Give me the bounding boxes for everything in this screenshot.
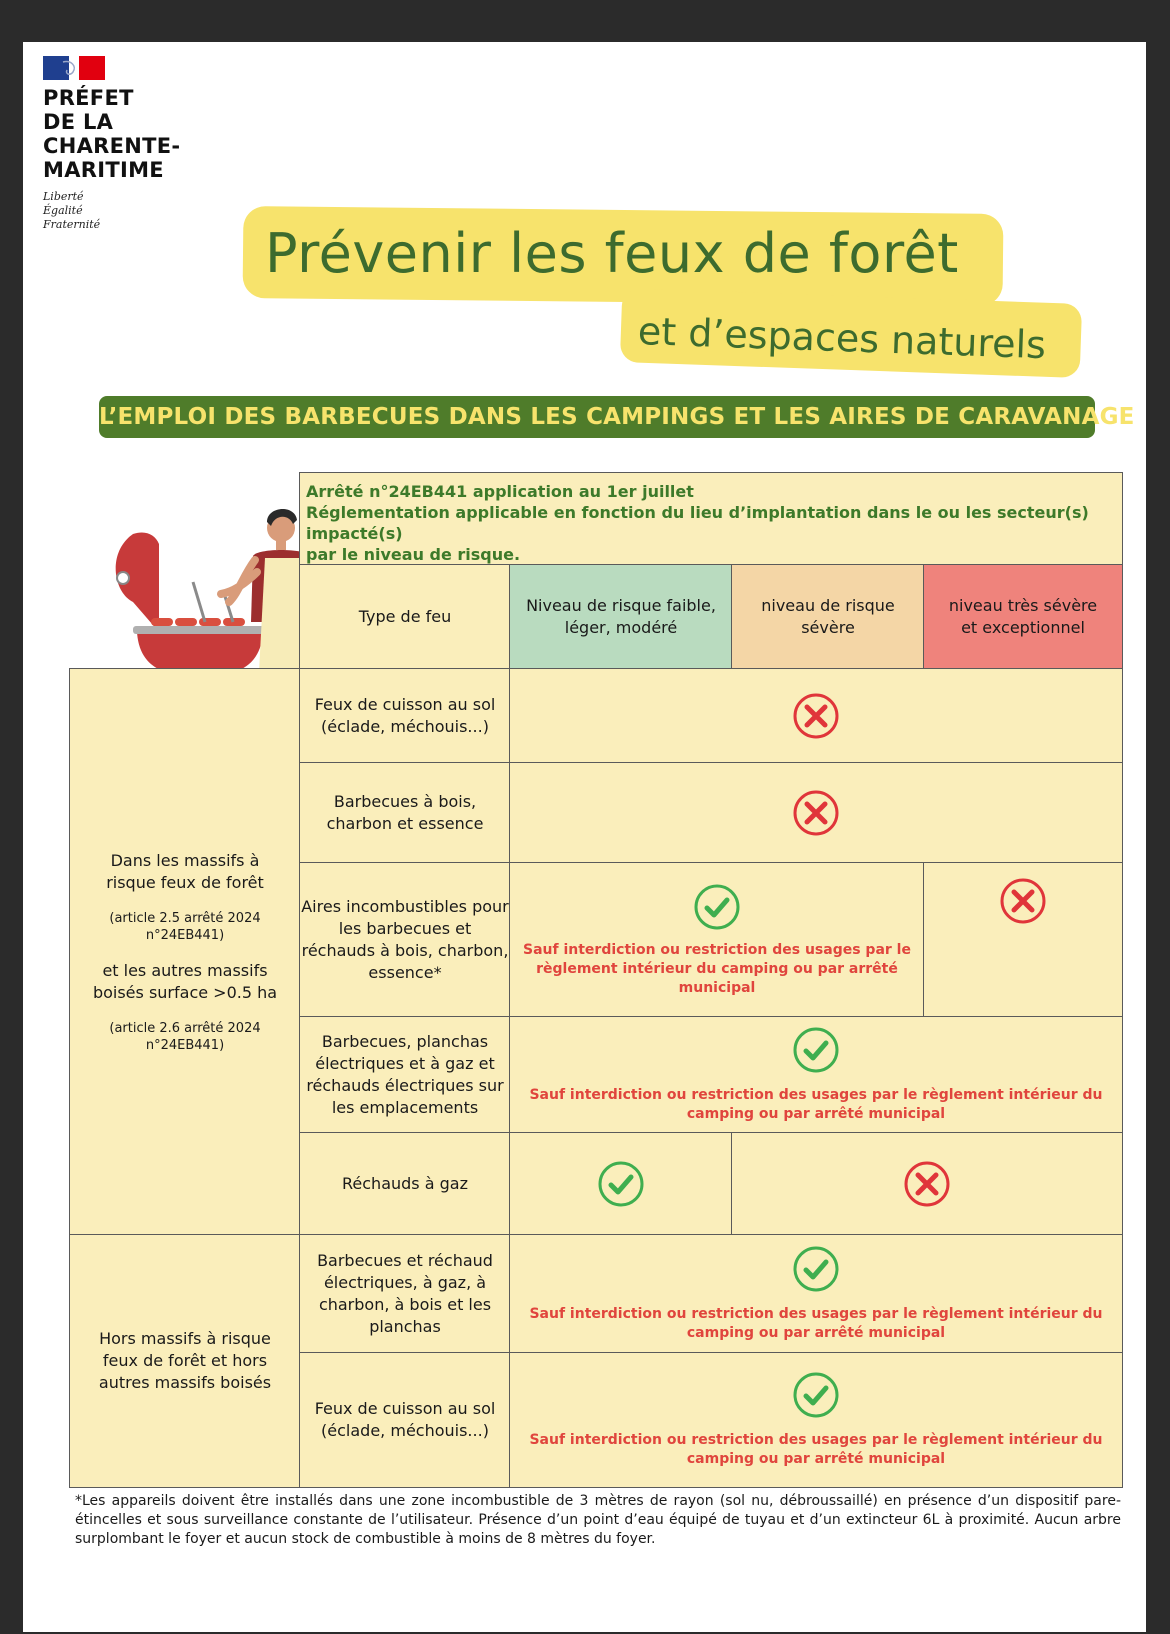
row-status-gas-stoves-low xyxy=(509,1132,733,1236)
poster xyxy=(23,42,1146,1632)
row-type-all-bbq-outside xyxy=(299,1234,511,1354)
row-status-gas-stoves-severe-extreme xyxy=(731,1132,1123,1236)
row-status-ground-cooking-outside xyxy=(509,1352,1123,1488)
footnote: *Les appareils doivent être installés dans une zone incombustible de 3 mètres de rayon (sol nu, débroussaillé) en présence d’un dispositif pare-étincelles et sous surveillance constante de l’utilisateur. Présence d’un point d’eau équipé de tuyau et d’un extincteur 6L à proximité. Aucun arbre surplombant le foyer et aucun stock de combustible à moins de 8 mètres du foyer. xyxy=(75,1493,1121,1547)
motto-line: Fraternité xyxy=(43,218,101,231)
allowed-check-icon xyxy=(693,883,741,931)
section-label: boisés surface >0.5 ha xyxy=(92,983,278,1002)
row-status-ground-cooking xyxy=(509,668,1123,764)
motto-line: Liberté xyxy=(43,190,84,203)
restriction-note: Sauf interdiction ou restriction des usages par le xyxy=(523,941,911,958)
section-label: feux de forêt et hors xyxy=(102,1351,268,1370)
prefecture-logo xyxy=(43,56,243,232)
row-type-incombustible-areas xyxy=(299,862,511,1018)
fire-type-label: charbon, à bois et les xyxy=(318,1295,492,1314)
restriction-note: Sauf interdiction ou restriction des usages par le règlement intérieur du xyxy=(529,1087,1103,1103)
row-type-wood-charcoal-bbq xyxy=(299,762,511,864)
forbidden-icon xyxy=(792,789,840,837)
col-header-label: et exceptionnel xyxy=(961,618,1085,637)
col-header-label: Type de feu xyxy=(358,607,452,626)
section-ref: (article 2.6 arrêté 2024 xyxy=(109,1021,261,1036)
poster-subtitle: et d’espaces naturels xyxy=(637,309,1047,368)
fire-type-label: les barbecues et xyxy=(338,919,472,938)
col-header-label: niveau très sévère xyxy=(948,596,1098,615)
regulation-header xyxy=(299,472,1123,566)
fire-type-label: charbon et essence xyxy=(326,814,484,833)
row-type-ground-cooking xyxy=(299,668,511,764)
col-header-label: niveau de risque xyxy=(761,596,895,615)
col-header-severe-risk xyxy=(731,564,925,670)
header-line: par le niveau de risque. xyxy=(306,545,521,564)
restriction-note: Sauf interdiction ou restriction des usages par le règlement intérieur du xyxy=(529,1306,1103,1322)
fire-type-label: planchas xyxy=(369,1317,441,1336)
restriction-note: camping ou par arrêté municipal xyxy=(686,1325,946,1341)
fire-type-label: Barbecues et réchaud xyxy=(317,1251,493,1270)
row-type-ground-cooking-outside xyxy=(299,1352,511,1488)
row-status-all-bbq-outside xyxy=(509,1234,1123,1354)
forbidden-icon xyxy=(792,692,840,740)
row-type-gas-stoves xyxy=(299,1132,511,1236)
row-type-electric-gas-bbq xyxy=(299,1016,511,1134)
allowed-check-icon xyxy=(792,1026,840,1074)
fire-type-label: Feux de cuisson au sol xyxy=(314,695,496,714)
row-status-wood-charcoal-bbq xyxy=(509,762,1123,864)
marianne-flag-icon xyxy=(43,56,105,80)
restriction-note: camping ou par arrêté municipal xyxy=(686,1106,946,1122)
section-ref: (article 2.5 arrêté 2024 xyxy=(109,911,261,926)
fire-type-label: les emplacements xyxy=(331,1098,479,1117)
allowed-check-icon xyxy=(597,1160,645,1208)
fire-type-label: Feux de cuisson au sol xyxy=(314,1399,496,1418)
fire-type-label: (éclade, méchouis...) xyxy=(321,1421,489,1440)
section-label: Dans les massifs à xyxy=(110,851,260,870)
logo-line: CHARENTE- xyxy=(43,134,181,158)
section-label: et les autres massifs xyxy=(102,961,268,980)
col-header-extreme-risk xyxy=(923,564,1123,670)
header-line: Réglementation applicable en fonction du lieu d’implantation dans le ou les secteur(s) impacté(s) xyxy=(306,503,1089,543)
forbidden-icon xyxy=(903,1160,951,1208)
fire-type-label: électriques et à gaz et xyxy=(315,1054,495,1073)
section-label: risque feux de forêt xyxy=(106,873,264,892)
section-ref: n°24EB441) xyxy=(145,928,225,943)
fire-type-label: réchauds à bois, charbon, xyxy=(301,941,509,960)
allowed-check-icon xyxy=(792,1371,840,1419)
fire-type-label: électriques, à gaz, à xyxy=(323,1273,487,1292)
motto-line: Égalité xyxy=(43,204,83,217)
col-header-label: sévère xyxy=(801,618,855,637)
fire-type-label: réchauds électriques sur xyxy=(306,1076,504,1095)
section-ref: n°24EB441) xyxy=(145,1038,225,1053)
fire-type-label: essence* xyxy=(368,963,442,982)
row-status-electric-gas-bbq xyxy=(509,1016,1123,1134)
restriction-note: règlement intérieur du camping ou par arrêté municipal xyxy=(536,960,898,996)
section-banner: L’EMPLOI DES BARBECUES DANS LES CAMPINGS ET LES AIRES DE CARAVANAGE xyxy=(99,396,1095,438)
row-status-incombustible-low-severe xyxy=(509,862,925,1018)
allowed-check-icon xyxy=(792,1245,840,1293)
fire-type-label: (éclade, méchouis...) xyxy=(321,717,489,736)
fire-type-label: Aires incombustibles pour xyxy=(301,897,509,916)
col-header-label: léger, modéré xyxy=(564,618,678,637)
fire-type-label: Réchauds à gaz xyxy=(342,1174,468,1193)
fire-type-label: Barbecues à bois, xyxy=(333,792,477,811)
restriction-note: camping ou par arrêté municipal xyxy=(686,1451,946,1467)
logo-line: DE LA xyxy=(43,110,114,134)
section-label: Hors massifs à risque xyxy=(99,1329,271,1348)
section-in-forest xyxy=(69,668,301,1236)
col-header-type xyxy=(299,564,511,670)
poster-title: Prévenir les feux de forêt xyxy=(265,222,959,285)
logo-line: PRÉFET xyxy=(43,86,134,110)
fire-type-label: Barbecues, planchas xyxy=(321,1032,489,1051)
col-header-low-risk xyxy=(509,564,733,670)
row-status-incombustible-extreme xyxy=(923,862,1123,1018)
header-line: Arrêté n°24EB441 application au 1er juillet xyxy=(306,482,694,501)
col-header-label: Niveau de risque faible, xyxy=(526,596,716,615)
section-outside-forest xyxy=(69,1234,301,1488)
logo-line: MARITIME xyxy=(43,158,164,182)
restriction-note: Sauf interdiction ou restriction des usages par le règlement intérieur du xyxy=(529,1432,1103,1448)
section-label: autres massifs boisés xyxy=(98,1373,272,1392)
forbidden-icon xyxy=(999,877,1047,925)
republic-motto xyxy=(43,190,243,232)
